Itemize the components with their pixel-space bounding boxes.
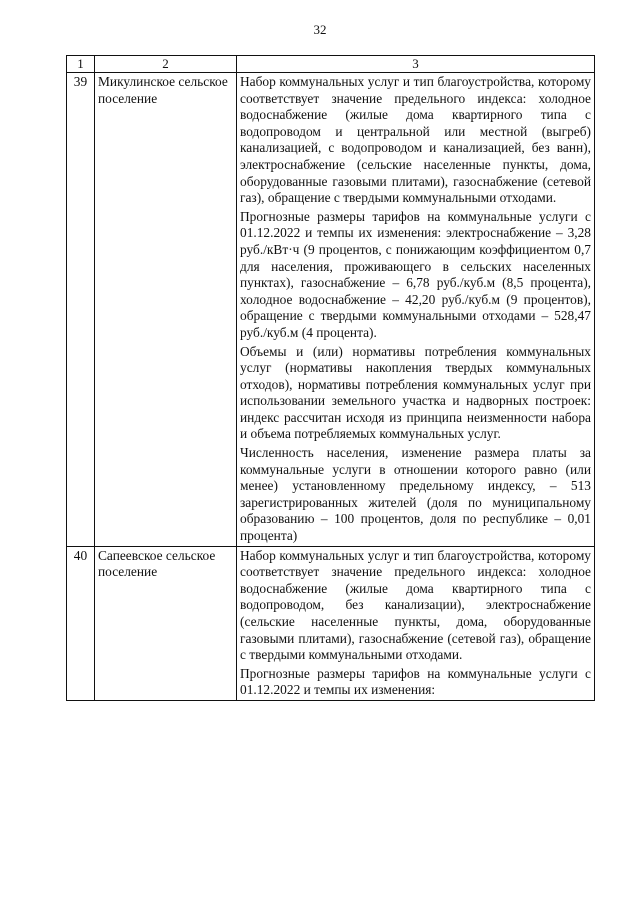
column-header-3: 3 [237, 56, 595, 73]
row-number: 40 [67, 546, 95, 700]
paragraph-services-set: Набор коммунальных услуг и тип благоустройства, которому соответствует значение предельного индекса: холодное водоснабжение (жилые дома квартирного типа с водопроводом, без канализации), электроснабжение (сельские населенные пункты, дома, оборудованные газовыми плитами), газоснабжение (сетевой газ), обращение с твердыми коммунальными отходами. [240, 547, 591, 663]
page-number: 32 [313, 22, 327, 37]
table-row [67, 546, 595, 700]
paragraph-services-set: Набор коммунальных услуг и тип благоустройства, которому соответствует значение предельного индекса: холодное водоснабжение (жилые дома квартирного типа с водопроводом и центральной или местной (выгреб) канализацией, с водопроводом и канализацией, без ванн), электроснабжение (сельские населенные пункты, дома, оборудованные газовыми плитами), газоснабжение (сетевой газ), обращение с твердыми коммунальными отходами. [240, 74, 591, 206]
column-header-1: 1 [67, 56, 95, 73]
tariff-table [66, 55, 595, 701]
paragraph-volumes: Объемы и (или) нормативы потребления коммунальных услуг (нормативы накопления твердых коммунальных отходов), нормативы потребления коммунальных услуг при использовании земельного участка и надворных построек: индекс рассчитан исходя из принципа неизменности набора и объема потребляемых коммунальных услуг. [240, 343, 591, 442]
paragraph-population: Численность населения, изменение размера платы за коммунальные услуги в отношении которого равно (или менее) установленному предельному индексу, – 513 зарегистрированных жителей (доля по муниципальному образованию – 100 процентов, доля по республике – 0,01 процента) [240, 445, 591, 544]
row-number: 39 [67, 73, 95, 547]
settlement-name: Микулинское сельское поселение [95, 73, 237, 547]
paragraph-tariffs: Прогнозные размеры тарифов на коммунальные услуги с 01.12.2022 и темпы их изменения: электроснабжение – 3,28 руб./кВт·ч (9 процентов, с понижающим коэффициентом 0,7 для населения, проживающего в сельских населенных пунктах), газоснабжение – 6,78 руб./куб.м (8,5 процента), холодное водоснабжение – 42,20 руб./куб.м (9 процентов), обращение с твердыми коммунальными отходами – 528,47 руб./куб.м (4 процента). [240, 208, 591, 340]
row-description [237, 73, 595, 547]
row-description [237, 546, 595, 700]
table-row [67, 73, 595, 547]
paragraph-tariffs: Прогнозные размеры тарифов на коммунальные услуги с 01.12.2022 и темпы их изменения: [240, 665, 591, 698]
table-header-row [67, 56, 595, 73]
column-header-2: 2 [95, 56, 237, 73]
settlement-name: Сапеевское сельское поселение [95, 546, 237, 700]
